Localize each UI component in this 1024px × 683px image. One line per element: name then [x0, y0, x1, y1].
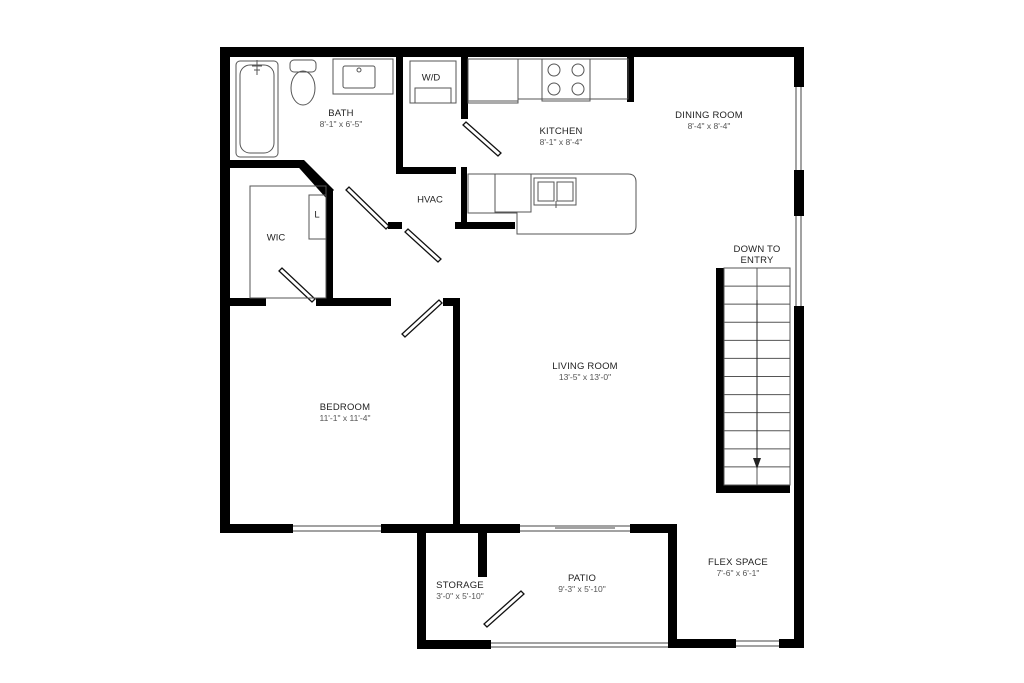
hvac-door — [405, 229, 441, 262]
room-label-dining — [675, 111, 743, 132]
faucet-icon — [252, 60, 262, 75]
kitchen-fixtures — [250, 59, 636, 298]
linen-label: L — [314, 209, 320, 221]
stairs-label-line1: DOWN TO — [733, 244, 781, 255]
room-dims: 9'-3" x 5'-10" — [558, 583, 606, 594]
room-name: BEDROOM — [319, 402, 371, 413]
room-label-bedroom — [319, 403, 370, 424]
bathtub — [236, 61, 278, 157]
room-label-bath — [320, 109, 363, 130]
hvac-label: HVAC — [417, 194, 443, 206]
room-dims: 8'-1" x 8'-4" — [539, 136, 583, 147]
room-name: BATH — [328, 108, 354, 119]
bedroom-door — [402, 300, 442, 337]
room-label-kitchen — [539, 127, 582, 148]
vanity — [333, 59, 393, 94]
room-label-flex — [708, 558, 768, 579]
toilet-bowl — [291, 71, 315, 105]
room-dims: 3'-0" x 5'-10" — [436, 590, 484, 601]
room-label-storage — [436, 581, 484, 602]
wic-shelf — [250, 186, 326, 298]
toilet-tank — [290, 60, 316, 72]
storage-door — [484, 591, 524, 627]
room-name: KITCHEN — [539, 126, 583, 137]
room-label-living — [552, 362, 618, 383]
wic-door — [279, 268, 315, 302]
refrigerator — [468, 59, 518, 103]
washer-dryer-label: W/D — [421, 72, 441, 84]
wic-label: WIC — [266, 232, 286, 244]
room-name: DINING ROOM — [675, 110, 743, 121]
interior-walls — [230, 57, 790, 577]
room-name: PATIO — [567, 573, 597, 584]
room-name: FLEX SPACE — [708, 557, 768, 568]
dishwasher — [495, 174, 531, 212]
bath-sink — [343, 66, 375, 88]
stairs-label — [734, 245, 781, 267]
room-name: LIVING ROOM — [552, 361, 618, 372]
room-name: STORAGE — [436, 580, 484, 591]
bath-door — [346, 187, 389, 229]
stairs — [724, 268, 790, 485]
room-label-patio — [558, 574, 606, 595]
room-dims: 8'-1" x 6'-5" — [319, 118, 363, 129]
room-dims: 13'-5" x 13'-0" — [558, 371, 612, 382]
room-dims: 8'-4" x 8'-4" — [687, 120, 731, 131]
room-dims: 11'-1" x 11'-4" — [319, 412, 371, 423]
room-dims: 7'-6" x 6'-1" — [716, 567, 760, 578]
kitchen-door — [463, 122, 501, 156]
range — [542, 59, 590, 101]
bath-fixtures — [236, 59, 393, 157]
doors[interactable] — [279, 118, 524, 627]
stairs-label-line2: ENTRY — [740, 254, 774, 266]
